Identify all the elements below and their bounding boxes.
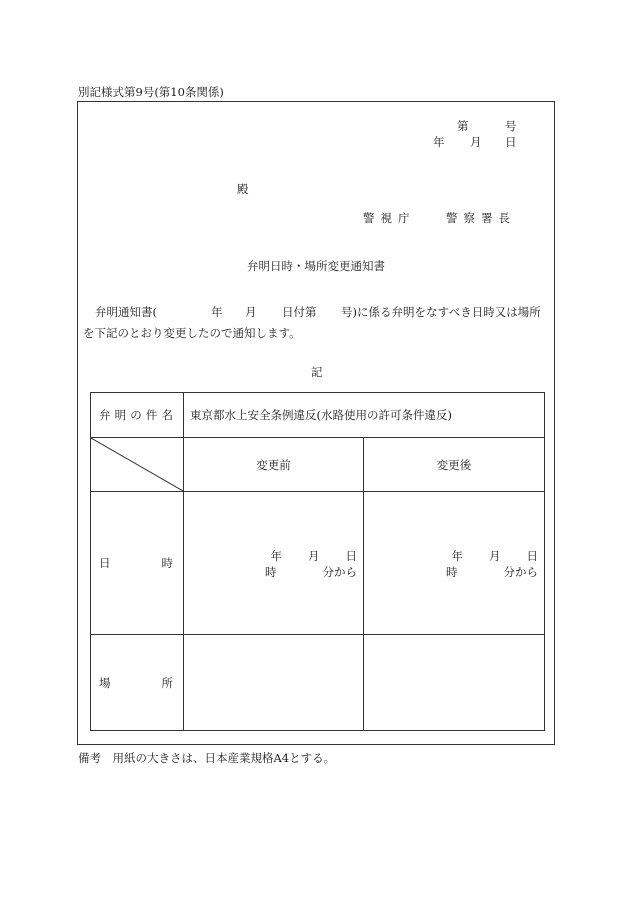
dt-month: 月 [308,549,320,563]
place-label-char: 場 [99,675,111,690]
datetime-label [91,492,184,635]
dt-year: 年 [270,549,282,563]
date-month: 月 [470,135,482,149]
after-datetime [364,492,545,635]
body-prefix: 弁明通知書( [95,305,157,319]
case-name-value [184,393,545,438]
after-datetime-block [446,548,538,580]
number-dai: 第 [457,119,469,133]
sender-agency: 警視庁 [363,211,416,225]
dt-minute-from: 分から [503,565,539,579]
change-table [90,392,545,731]
body-suffix: 号)に係る弁明をなすべき日時又は場所 [341,305,541,319]
dt-year: 年 [451,549,464,563]
addressee-suffix: 殿 [237,182,249,196]
case-name-label [91,393,184,438]
before-header [184,438,364,492]
before-header-text: 変更前 [256,457,291,472]
after-header [364,438,545,492]
sender-official: 警察署長 [446,211,516,225]
datetime-label-char: 日 [99,556,111,570]
body-date-number: 日付第 [282,305,317,319]
body-month: 月 [245,305,257,319]
before-datetime-block [265,548,357,580]
before-place [184,635,364,731]
dt-hour: 時 [265,565,277,579]
dt-day: 日 [526,549,539,563]
ki-heading: 記 [311,365,323,379]
after-place [364,635,545,731]
case-name-text: 東京都水上安全条例違反(水路使用の許可条件違反) [190,408,452,422]
date-day: 日 [505,135,517,149]
remarks: 備考 用紙の大きさは、日本産業規格A4とする。 [78,751,336,765]
diagonal-line [91,438,183,491]
case-label-char: 件 [145,408,158,422]
case-label-char: 名 [161,408,173,422]
case-label-char: の [130,408,142,422]
datetime-label-char: 時 [161,556,173,570]
dt-month: 月 [489,549,501,563]
after-header-text: 変更後 [436,457,472,472]
dt-day: 日 [345,549,357,563]
diagonal-header-cell [91,438,184,492]
dt-hour: 時 [446,565,458,579]
place-label-char: 所 [161,675,173,690]
body-year: 年 [211,305,223,319]
case-label-char: 弁 [99,408,111,422]
case-label-char: 明 [114,408,127,422]
before-datetime [184,492,364,635]
date-year: 年 [433,135,445,149]
document-title: 弁明日時・場所変更通知書 [247,259,385,273]
form-number: 別記様式第9号(第10条関係) [78,85,224,99]
place-label [91,635,184,731]
body-line2: を下記のとおり変更したので通知します。 [83,326,301,340]
number-go: 号 [505,119,517,133]
dt-minute-from: 分から [322,565,357,579]
